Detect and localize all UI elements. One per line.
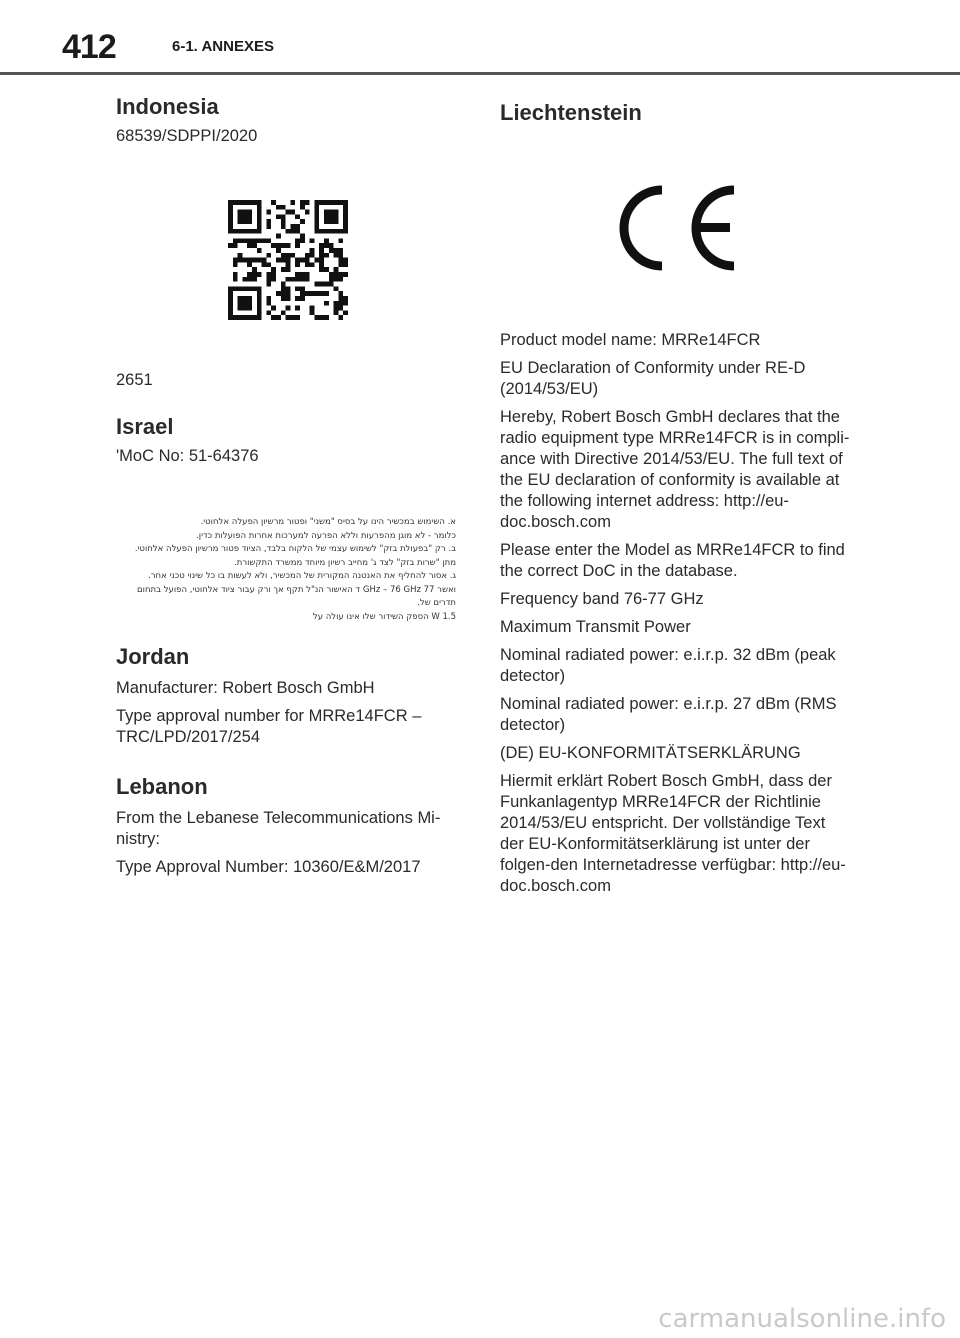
qr-module	[305, 262, 310, 267]
qr-module	[262, 238, 267, 243]
qr-module	[276, 291, 281, 296]
qr-module	[281, 282, 286, 287]
qr-module	[295, 272, 300, 277]
qr-module	[334, 267, 339, 272]
qr-module	[252, 272, 257, 277]
qr-module	[233, 238, 238, 243]
qr-module	[319, 253, 324, 258]
qr-module	[286, 286, 291, 291]
indonesia-heading: Indonesia	[116, 94, 219, 119]
jordan-manufacturer: Manufacturer: Robert Bosch GmbH	[116, 679, 375, 697]
watermark: carmanualsonline.info	[658, 1304, 946, 1334]
qr-module	[338, 315, 343, 320]
qr-module	[286, 253, 291, 258]
qr-module	[310, 253, 315, 258]
qr-module	[281, 219, 286, 224]
qr-module	[281, 267, 286, 272]
qr-module	[276, 243, 281, 248]
qr-module	[338, 238, 343, 243]
qr-module	[310, 262, 315, 267]
qr-module	[300, 291, 305, 296]
jordan-heading: Jordan	[116, 644, 190, 669]
qr-module	[281, 310, 286, 315]
indonesia-number-block	[116, 370, 456, 398]
qr-module	[314, 282, 319, 287]
qr-module	[343, 272, 348, 277]
qr-module	[295, 315, 300, 320]
qr-module	[286, 315, 291, 320]
qr-module	[266, 224, 271, 229]
qr-module	[343, 296, 348, 301]
qr-module	[286, 210, 291, 215]
qr-module	[300, 272, 305, 277]
qr-module	[329, 272, 334, 277]
qr-module	[334, 301, 339, 306]
qr-module	[233, 262, 238, 267]
qr-module	[329, 248, 334, 253]
qr-module	[233, 277, 238, 282]
page-number: 412	[62, 28, 116, 66]
qr-module	[300, 219, 305, 224]
qr-module	[242, 238, 247, 243]
qr-module	[252, 238, 257, 243]
qr-module	[343, 310, 348, 315]
qr-module	[338, 258, 343, 263]
qr-code	[228, 200, 348, 320]
qr-module	[238, 258, 243, 263]
qr-module	[295, 229, 300, 234]
qr-module	[310, 248, 315, 253]
qr-module	[300, 234, 305, 239]
qr-module	[276, 214, 281, 219]
qr-module	[334, 272, 339, 277]
qr-module	[319, 262, 324, 267]
qr-module	[310, 310, 315, 315]
qr-module	[247, 262, 252, 267]
qr-module	[281, 296, 286, 301]
qr-module	[300, 258, 305, 263]
qr-module	[324, 291, 329, 296]
qr-module	[281, 243, 286, 248]
qr-module	[242, 258, 247, 263]
qr-module	[242, 277, 247, 282]
qr-module	[271, 277, 276, 282]
paragraph: Frequency band 76-77 GHz	[500, 590, 704, 608]
qr-module	[295, 224, 300, 229]
qr-module	[247, 277, 252, 282]
qr-module	[319, 267, 324, 272]
qr-module	[324, 282, 329, 287]
qr-module	[295, 262, 300, 267]
jordan-type-approval: Type approval number for MRRe14FCR – TRC/LPD/2017/254	[116, 707, 422, 746]
qr-module	[281, 291, 286, 296]
qr-module	[286, 291, 291, 296]
qr-module	[266, 301, 271, 306]
qr-module	[329, 243, 334, 248]
qr-module	[286, 277, 291, 282]
israel-section	[116, 414, 456, 474]
qr-module	[286, 262, 291, 267]
qr-module	[300, 205, 305, 210]
qr-module	[286, 306, 291, 311]
israel-moc: 'MoC No: 51-64376	[116, 447, 259, 465]
qr-module	[305, 277, 310, 282]
qr-module	[276, 205, 281, 210]
qr-module	[266, 262, 271, 267]
qr-module	[262, 262, 267, 267]
qr-module	[334, 306, 339, 311]
qr-module	[338, 272, 343, 277]
qr-module	[295, 214, 300, 219]
qr-module	[305, 258, 310, 263]
qr-module	[266, 282, 271, 287]
qr-module	[290, 224, 295, 229]
qr-module	[319, 315, 324, 320]
qr-module	[338, 248, 343, 253]
lebanon-heading: Lebanon	[116, 774, 208, 799]
section-title: 6-1. ANNEXES	[172, 38, 274, 55]
qr-module	[300, 238, 305, 243]
qr-module	[281, 258, 286, 263]
qr-module	[295, 258, 300, 263]
qr-module	[266, 272, 271, 277]
hebrew-line: כלומר - לא מוגן מהפרעות וללא הפרעה למערכות אחרות הפועלות כדין.	[196, 530, 456, 541]
paragraph: Product model name: MRRe14FCR	[500, 331, 761, 349]
qr-module	[295, 296, 300, 301]
israel-heading: Israel	[116, 414, 174, 439]
qr-module	[305, 291, 310, 296]
qr-module	[266, 296, 271, 301]
qr-module	[300, 200, 305, 205]
page-header	[0, 0, 960, 74]
qr-module	[233, 258, 238, 263]
qr-module	[271, 315, 276, 320]
israel-hebrew-notice	[116, 516, 456, 624]
qr-module	[257, 238, 262, 243]
qr-module	[343, 258, 348, 263]
qr-module	[338, 296, 343, 301]
qr-module	[247, 258, 252, 263]
qr-module	[233, 243, 238, 248]
qr-module	[257, 248, 262, 253]
paragraph: EU Declaration of Conformity under RE-D (2014/53/EU)	[500, 359, 806, 398]
qr-module	[252, 267, 257, 272]
hebrew-line: מתן "שרות בזק" לצד ג' מחייב רשיון מיוחד ממשרד התקשורת.	[234, 557, 456, 568]
qr-module	[238, 253, 243, 258]
qr-module	[314, 315, 319, 320]
qr-module	[300, 277, 305, 282]
hebrew-line: ג. אסור להחליף את האנטנה המקורית של המכשיר, ולא לעשות בו כל שינוי טכני אחר.	[148, 571, 456, 581]
qr-module	[276, 258, 281, 263]
qr-module	[300, 296, 305, 301]
jordan-section	[116, 644, 456, 755]
qr-module	[295, 238, 300, 243]
qr-module	[266, 277, 271, 282]
qr-module	[338, 253, 343, 258]
qr-module	[319, 258, 324, 263]
qr-module	[281, 214, 286, 219]
qr-module	[290, 253, 295, 258]
qr-module	[329, 282, 334, 287]
qr-module	[314, 258, 319, 263]
qr-module	[286, 258, 291, 263]
qr-module	[290, 200, 295, 205]
qr-module	[271, 200, 276, 205]
qr-module	[324, 267, 329, 272]
qr-module	[338, 277, 343, 282]
qr-module	[334, 286, 339, 291]
qr-module	[295, 243, 300, 248]
qr-module	[281, 205, 286, 210]
lebanon-section	[116, 774, 456, 885]
qr-module	[271, 267, 276, 272]
qr-module	[305, 210, 310, 215]
qr-module	[334, 277, 339, 282]
qr-module	[252, 277, 257, 282]
qr-module	[281, 253, 286, 258]
qr-module	[266, 253, 271, 258]
qr-module	[271, 306, 276, 311]
qr-module	[295, 286, 300, 291]
qr-module	[324, 301, 329, 306]
hebrew-line: ב. רק "בפעולת בזק" לשימוש עצמי של הלקוח בלבד, הציוד פטור מרשיון הפעלה אלחוטי.	[134, 544, 456, 554]
qr-module	[276, 234, 281, 239]
qr-module	[319, 282, 324, 287]
indonesia-number: 2651	[116, 371, 153, 389]
qr-module	[257, 272, 262, 277]
qr-module	[334, 253, 339, 258]
qr-module	[257, 258, 262, 263]
qr-module	[319, 248, 324, 253]
qr-module	[324, 315, 329, 320]
qr-module	[271, 272, 276, 277]
qr-module	[266, 310, 271, 315]
qr-module	[319, 291, 324, 296]
qr-module	[247, 238, 252, 243]
qr-module	[324, 238, 329, 243]
qr-module	[329, 277, 334, 282]
qr-module	[343, 262, 348, 267]
indonesia-section	[116, 94, 456, 154]
hebrew-line: W 1.5 הספק השידור שלו אינו עולה על	[312, 611, 456, 622]
qr-module	[262, 258, 267, 263]
qr-module	[290, 210, 295, 215]
qr-module	[252, 258, 257, 263]
paragraph: Nominal radiated power: e.i.r.p. 27 dBm (RMS detector)	[500, 695, 837, 734]
qr-module	[305, 200, 310, 205]
qr-module	[247, 272, 252, 277]
qr-module	[338, 262, 343, 267]
qr-module	[266, 219, 271, 224]
liechtenstein-heading-block	[500, 100, 850, 126]
indonesia-code: 68539/SDPPI/2020	[116, 127, 258, 145]
hebrew-line: ואשר 77 GHz – 76 GHz ד האישור הנ"ל תקף אך ורק עבור ציוד אלחוטי, הפועל בתחום תדרים של.	[137, 584, 456, 608]
qr-module	[319, 243, 324, 248]
qr-module	[290, 229, 295, 234]
qr-module	[290, 315, 295, 320]
qr-module	[305, 272, 310, 277]
qr-module	[281, 286, 286, 291]
qr-module	[286, 243, 291, 248]
qr-module	[281, 224, 286, 229]
qr-module	[324, 243, 329, 248]
qr-module	[338, 291, 343, 296]
qr-module	[238, 238, 243, 243]
paragraph: Hiermit erklärt Robert Bosch GmbH, dass der Funkanlagentyp MRRe14FCR der Richtlinie 2014/53/EU entspricht. Der vollständige Text der EU-Konformitätserklärung ist unter der folgen-den Internetadresse verfügbar: http://eu-doc.bosch.com	[500, 772, 846, 895]
qr-module	[290, 277, 295, 282]
qr-module	[276, 248, 281, 253]
hebrew-line: א. השימוש במכשיר הינו על בסיס "משני" ופטור מרשיון הפעלה אלחוטי.	[200, 517, 456, 527]
qr-module	[295, 306, 300, 311]
qr-module	[286, 296, 291, 301]
qr-module	[314, 291, 319, 296]
paragraph: (DE) EU-KONFORMITÄTSERKLÄRUNG	[500, 744, 801, 762]
qr-module	[252, 243, 257, 248]
qr-module	[324, 253, 329, 258]
ce-mark	[610, 182, 742, 274]
qr-module	[334, 310, 339, 315]
qr-module	[343, 301, 348, 306]
qr-module	[247, 243, 252, 248]
qr-module	[338, 306, 343, 311]
qr-module	[295, 277, 300, 282]
qr-module	[334, 248, 339, 253]
qr-module	[310, 306, 315, 311]
liechtenstein-body	[500, 330, 850, 904]
qr-module	[300, 286, 305, 291]
qr-module	[310, 291, 315, 296]
header-rule	[0, 72, 960, 75]
lebanon-source: From the Lebanese Telecommunications Mi-nistry:	[116, 809, 441, 848]
liechtenstein-heading: Liechtenstein	[500, 100, 642, 125]
qr-module	[271, 243, 276, 248]
qr-module	[305, 253, 310, 258]
qr-module	[310, 238, 315, 243]
qr-module	[338, 301, 343, 306]
qr-module	[286, 267, 291, 272]
paragraph: Hereby, Robert Bosch GmbH declares that the radio equipment type MRRe14FCR is in compli-ance with Directive 2014/53/EU. The full text of the EU declaration of conformity is available at the following internet address: http://eu-doc.bosch.com	[500, 408, 850, 531]
qr-module	[276, 315, 281, 320]
qr-module	[286, 229, 291, 234]
paragraph: Nominal radiated power: e.i.r.p. 32 dBm (peak detector)	[500, 646, 836, 685]
paragraph: Maximum Transmit Power	[500, 618, 691, 636]
qr-module	[266, 238, 271, 243]
paragraph: Please enter the Model as MRRe14FCR to find the correct DoC in the database.	[500, 541, 845, 580]
qr-module	[266, 210, 271, 215]
qr-module	[228, 243, 233, 248]
lebanon-type-approval: Type Approval Number: 10360/E&M/2017	[116, 858, 421, 876]
qr-module	[233, 272, 238, 277]
